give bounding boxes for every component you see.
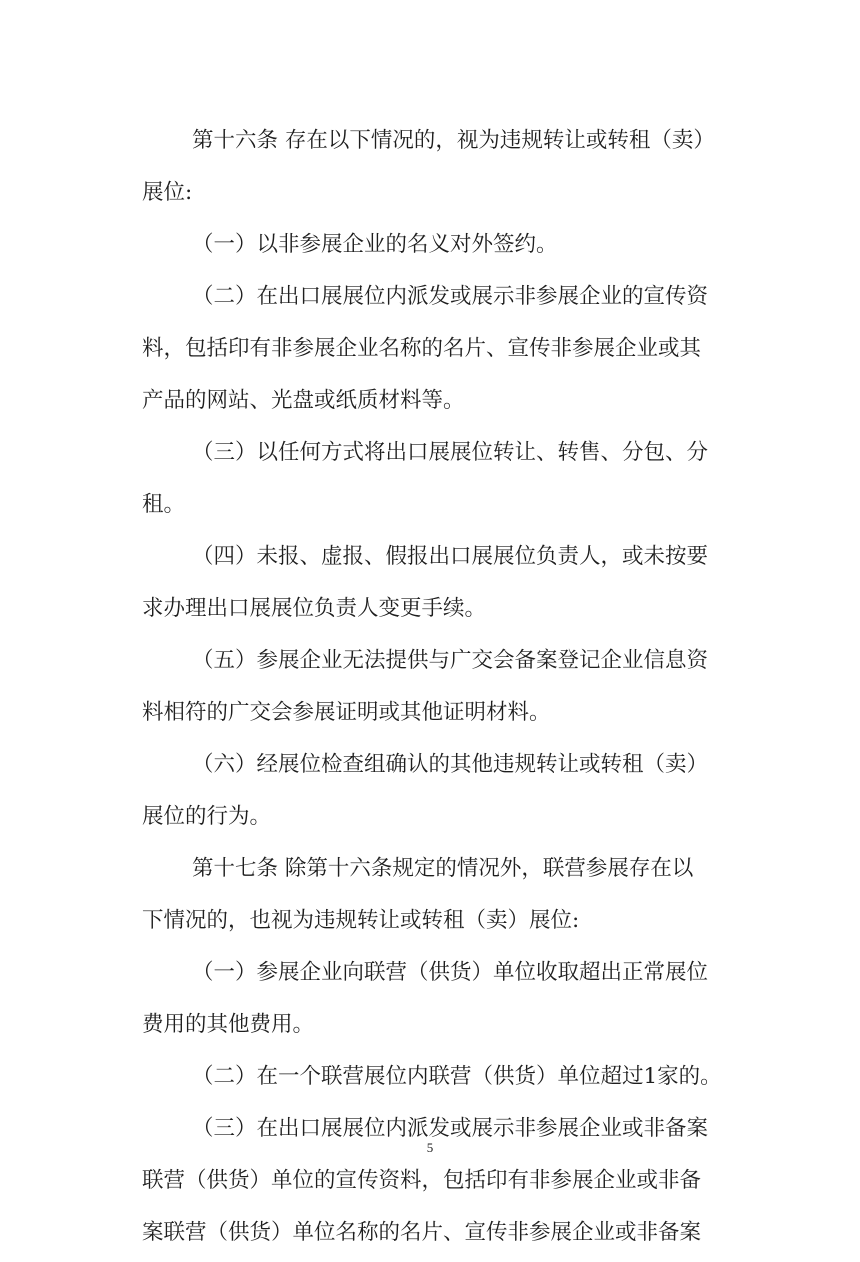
- text-line: 第十六条 存在以下情况的，视为违规转让或转租（卖）: [192, 128, 715, 153]
- text-line: （二）在一个联营展位内联营（供货）单位超过1家的。: [192, 1064, 722, 1089]
- text-line: （六）经展位检查组确认的其他违规转让或转租（卖）: [192, 752, 709, 777]
- text-line: 第十七条 除第十六条规定的情况外，联营参展存在以: [192, 856, 694, 881]
- text-line: 案联营（供货）单位名称的名片、宣传非参展企业或非备案: [142, 1220, 702, 1245]
- text-line: 料相符的广交会参展证明或其他证明材料。: [142, 700, 551, 725]
- text-line: 产品的网站、光盘或纸质材料等。: [142, 388, 465, 413]
- text-line: （一）以非参展企业的名义对外签约。: [192, 232, 558, 257]
- text-line: （五）参展企业无法提供与广交会备案登记企业信息资: [192, 648, 709, 673]
- text-line: （二）在出口展展位内派发或展示非参展企业的宣传资: [192, 284, 709, 309]
- text-line: 料，包括印有非参展企业名称的名片、宣传非参展企业或其: [142, 336, 702, 361]
- text-line: 求办理出口展展位负责人变更手续。: [142, 596, 487, 621]
- text-line: （三）在出口展展位内派发或展示非参展企业或非备案: [192, 1116, 709, 1141]
- text-line: 租。: [142, 492, 186, 517]
- page-number: 5: [426, 1140, 434, 1155]
- text-line: 联营（供货）单位的宣传资料，包括印有非参展企业或非备: [142, 1168, 702, 1193]
- text-line: 下情况的，也视为违规转让或转租（卖）展位:: [142, 908, 580, 933]
- text-line: 费用的其他费用。: [142, 1012, 315, 1037]
- body-text: [142, 118, 747, 1262]
- text-line: 展位的行为。: [142, 804, 272, 829]
- text-line: （一）参展企业向联营（供货）单位收取超出正常展位: [192, 960, 709, 985]
- text-line: （四）未报、虚报、假报出口展展位负责人，或未按要: [192, 544, 709, 569]
- text-line: 展位:: [142, 180, 193, 205]
- text-line: （三）以任何方式将出口展展位转让、转售、分包、分: [192, 440, 709, 465]
